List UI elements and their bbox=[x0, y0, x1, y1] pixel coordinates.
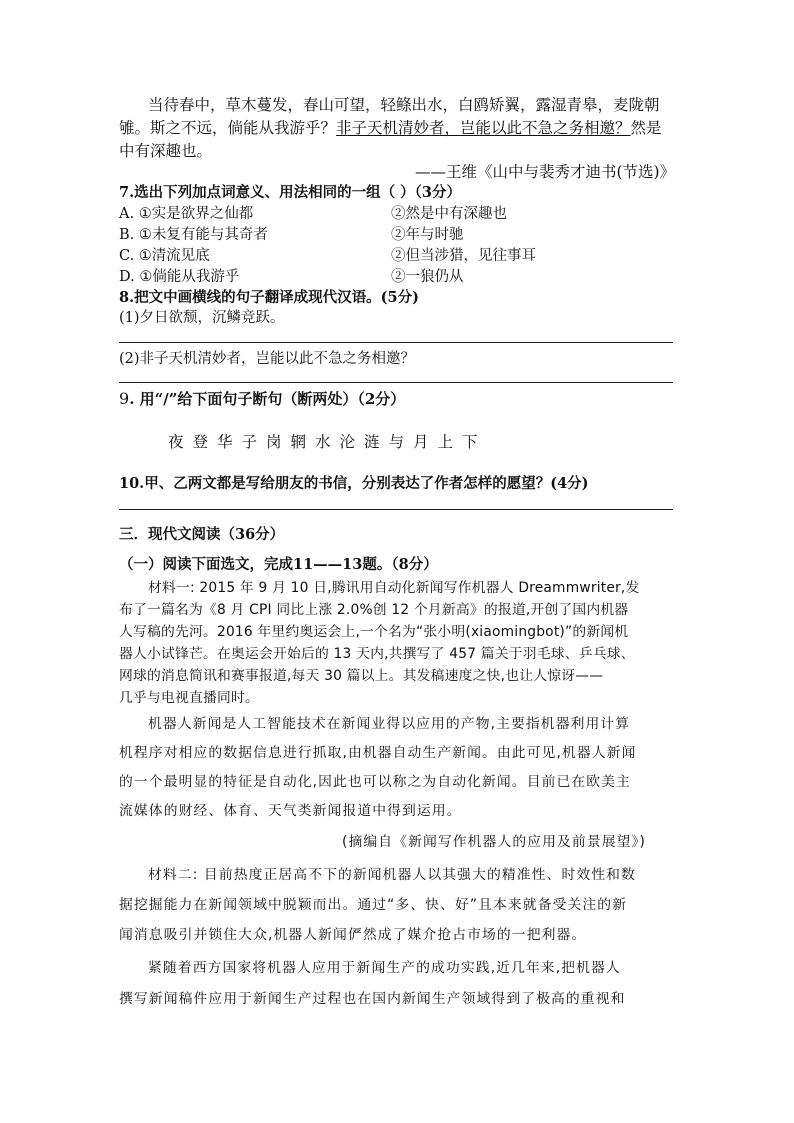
q9-char: 水 bbox=[315, 433, 331, 451]
poem-line-2-end: 然是 bbox=[630, 119, 662, 137]
material1-line-2: 布了一篇名为《8 月 CPI 同比上涨 2.0%创 12 个月新高》的报道,开创了国内机器 bbox=[119, 602, 629, 618]
q7-option-b-left: B. ①未复有能与其奇者 bbox=[119, 227, 268, 243]
material1-line-3: 人写稿的先河。2016 年里约奥运会上,一个名为“张小明(xiaomingbot)”的新闻机 bbox=[119, 624, 629, 640]
q9-title-text: . 用“/”给下面句子断句（断两处）（2分） bbox=[129, 390, 406, 408]
q9-number: 9 bbox=[119, 389, 130, 408]
q9-char: 与 bbox=[388, 433, 405, 451]
material1-line-6: 几乎与电视直播同时。 bbox=[119, 690, 259, 706]
q9-title bbox=[119, 388, 405, 409]
material2-line-3: 闻消息吸引并锁住大众,机器人新闻俨然成了媒介抢占市场的一把利器。 bbox=[119, 927, 587, 943]
q9-char: 上 bbox=[437, 433, 454, 451]
material1-para2-line-2: 机程序对相应的数据信息进行抓取,由机器自动生产新闻。由此可见,机器人新闻 bbox=[119, 745, 637, 761]
q7-option-a-right: ②然是中有深趣也 bbox=[391, 206, 507, 222]
poem-attribution: ——王维《山中与裴秀才迪书(节选)》 bbox=[415, 163, 676, 181]
q9-char: 涟 bbox=[364, 433, 380, 451]
material1-para2-line-3: 的一个最明显的特征是自动化,因此也可以称之为自动化新闻。目前已在欧美主 bbox=[119, 774, 631, 790]
material2-para2-line-2: 撰写新闻稿件应用于新闻生产过程也在国内新闻生产领域得到了极高的重视和 bbox=[119, 991, 626, 1007]
q7-option-b-right: ②年与时驰 bbox=[391, 227, 464, 243]
material2-para2-line-1: 紧随着西方国家将机器人应用于新闻生产的成功实践,近几年来,把机器人 bbox=[148, 960, 621, 976]
q7-option-d-right: ②一狼仍从 bbox=[391, 269, 464, 285]
section-3-subtitle: （一）阅读下面选文，完成11——13题。（8分） bbox=[119, 556, 438, 573]
poem-line-2 bbox=[119, 116, 662, 138]
material1-line-1: 材料一: 2015 年 9 月 10 日,腾讯用自动化新闻写作机器人 Dreammwriter,发 bbox=[148, 580, 640, 596]
q7-option-c-left: C. ①清流见底 bbox=[119, 248, 210, 264]
answer-line-q10 bbox=[119, 509, 673, 510]
poem-underlined-sentence: 非子天机清妙者，岂能以此不急之务相邀？ bbox=[336, 119, 631, 137]
material2-line-1: 材料二: 目前热度正居高不下的新闻机器人以其强大的精准性、时效性和数 bbox=[148, 867, 636, 883]
q9-char: 月 bbox=[413, 433, 429, 451]
q10-title: 10.甲、乙两文都是写给朋友的书信，分别表达了作者怎样的愿望？(4分) bbox=[119, 475, 589, 492]
answer-line-q8-1 bbox=[119, 342, 673, 343]
q9-char: 华 bbox=[217, 433, 233, 451]
section-3-title: 三．现代文阅读（36分） bbox=[119, 526, 285, 543]
answer-line-q8-2 bbox=[119, 382, 673, 383]
material1-para2-line-4: 流媒体的财经、体育、天气类新闻报道中得到运用。 bbox=[119, 803, 462, 819]
material1-para2-line-1: 机器人新闻是人工智能技术在新闻业得以应用的产物,主要指机器利用计算 bbox=[148, 716, 631, 732]
q9-char: 夜 bbox=[168, 433, 184, 451]
q8-item-2: (2)非子天机清妙者，岂能以此不急之务相邀？ bbox=[119, 351, 416, 367]
q9-sentence bbox=[168, 430, 487, 452]
material2-line-2: 据挖掘能力在新闻领域中脱颖而出。通过“多、快、好”且本来就备受关注的新 bbox=[119, 897, 628, 913]
material1-line-5: 网球的消息简讯和赛事报道,每天 30 篇以上。其发稿速度之快,也让人惊讶—— bbox=[119, 668, 604, 684]
q8-title: 8.把文中画横线的句子翻译成现代汉语。(5分) bbox=[119, 289, 419, 306]
q9-char: 岗 bbox=[266, 433, 282, 451]
material1-line-4: 器人小试锋芒。在奥运会开始后的 13 天内,共撰写了 457 篇关于羽毛球、乒乓球、 bbox=[119, 646, 635, 662]
q9-char: 沦 bbox=[339, 433, 356, 451]
q7-option-a-left: A. ①实是欲界之仙都 bbox=[119, 206, 254, 222]
q9-char: 子 bbox=[241, 433, 258, 451]
q9-char: 登 bbox=[192, 433, 209, 451]
q7-title: 7.选出下列加点词意义、用法相同的一组（ ）（3分） bbox=[119, 184, 462, 201]
poem-line-1: 当待春中，草木蔓发，春山可望，轻鲦出水，白鸥矫翼，露湿青皋，麦陇朝 bbox=[148, 96, 660, 114]
q9-char: 下 bbox=[462, 433, 478, 451]
q9-char: 辋 bbox=[290, 433, 307, 451]
poem-line-2-start: 雊。斯之不远，倘能从我游乎？ bbox=[119, 119, 337, 137]
q7-option-c-right: ②但当涉猎，见往事耳 bbox=[391, 248, 536, 264]
q8-item-1: (1)夕日欲颓，沉鳞竞跃。 bbox=[119, 310, 285, 326]
q7-option-d-left: D. ①倘能从我游乎 bbox=[119, 269, 240, 285]
material1-source: (摘编自《新闻写作机器人的应用及前景展望》) bbox=[342, 834, 647, 850]
poem-line-3: 中有深趣也。 bbox=[119, 142, 213, 160]
